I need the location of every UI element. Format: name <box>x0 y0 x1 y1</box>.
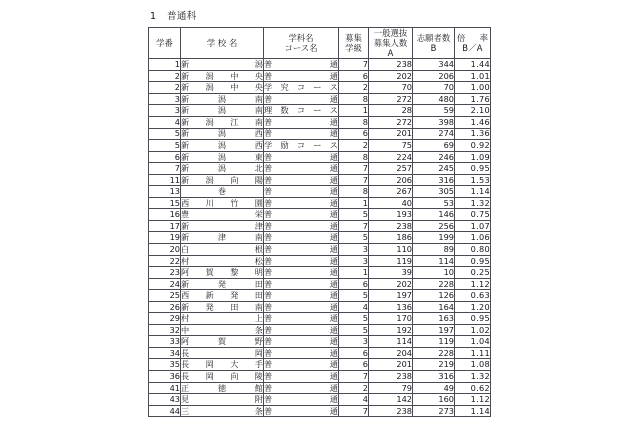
cell-applicants: 344 <box>413 59 455 71</box>
cell-ratio: 0.62 <box>455 382 491 394</box>
cell-school-name: 中 条 <box>181 324 263 335</box>
cell-school-number: 19 <box>149 232 181 244</box>
header-course-line2: コース名 <box>284 43 318 54</box>
cell-course-name: 普 通 <box>264 290 338 301</box>
cell-applicants: 316 <box>413 174 455 186</box>
cell-course-name: 理 数 コ ー ス <box>264 105 338 116</box>
cell-ratio: 1.00 <box>455 82 491 94</box>
cell-school-name: 新 潟 南 <box>181 93 263 104</box>
cell-school-name: 新 潟 西 <box>181 140 263 151</box>
cell-school-name: 新 潟 西 <box>181 128 263 139</box>
admissions-table-container <box>148 27 490 417</box>
cell-course-name: 普 通 <box>264 220 338 231</box>
cell-school-name: 新 発 田 <box>181 278 263 289</box>
cell-school-name: 新 潟 東 <box>181 151 263 162</box>
header-applicants-line1: 志願者数 <box>416 33 451 44</box>
cell-ratio: 1.20 <box>455 301 491 313</box>
cell-school-name: 新 津 <box>181 220 263 231</box>
cell-general-quota: 238 <box>369 220 413 232</box>
header-recruit-classes <box>339 28 369 59</box>
cell-applicants: 398 <box>413 116 455 128</box>
cell-course-name: 普 通 <box>264 209 338 220</box>
cell-school-number: 23 <box>149 267 181 279</box>
cell-applicants: 219 <box>413 359 455 371</box>
cell-course-name: 普 通 <box>264 301 338 312</box>
cell-applicants: 274 <box>413 128 455 140</box>
cell-applicants: 273 <box>413 405 455 417</box>
cell-recruit-classes: 8 <box>339 151 369 163</box>
cell-course-name: 学 究 コ ー ス <box>264 82 338 93</box>
cell-school-number: 26 <box>149 301 181 313</box>
table-body <box>149 59 491 417</box>
cell-school-number: 4 <box>149 116 181 128</box>
cell-applicants: 70 <box>413 82 455 94</box>
cell-applicants: 246 <box>413 151 455 163</box>
cell-recruit-classes: 4 <box>339 394 369 406</box>
cell-school-name: 新 潟 北 <box>181 163 263 174</box>
cell-recruit-classes: 3 <box>339 336 369 348</box>
cell-general-quota: 238 <box>369 405 413 417</box>
cell-applicants: 89 <box>413 243 455 255</box>
cell-general-quota: 201 <box>369 128 413 140</box>
cell-school-number: 3 <box>149 93 181 105</box>
cell-general-quota: 28 <box>369 105 413 117</box>
cell-school-name: 新 津 南 <box>181 232 263 243</box>
cell-recruit-classes: 2 <box>339 382 369 394</box>
cell-recruit-classes: 6 <box>339 278 369 290</box>
header-school-name-label: 学 校 名 <box>206 37 238 48</box>
cell-school-number: 20 <box>149 243 181 255</box>
table-row <box>149 209 491 221</box>
table-row <box>149 116 491 128</box>
cell-recruit-classes: 1 <box>339 197 369 209</box>
cell-ratio: 0.92 <box>455 140 491 152</box>
cell-applicants: 119 <box>413 336 455 348</box>
cell-school-name: 阿 賀 野 <box>181 336 263 347</box>
cell-course-name: 普 通 <box>264 370 338 381</box>
cell-school-name: 正 徳 館 <box>181 382 263 393</box>
cell-ratio: 2.10 <box>455 105 491 117</box>
cell-ratio: 1.12 <box>455 394 491 406</box>
cell-ratio: 1.02 <box>455 324 491 336</box>
cell-ratio: 0.25 <box>455 267 491 279</box>
cell-school-name: 村 上 <box>181 313 263 324</box>
cell-applicants: 53 <box>413 197 455 209</box>
cell-recruit-classes: 1 <box>339 105 369 117</box>
cell-applicants: 480 <box>413 93 455 105</box>
cell-general-quota: 197 <box>369 290 413 302</box>
cell-school-name: 新 発 田 南 <box>181 301 263 312</box>
cell-ratio: 1.06 <box>455 232 491 244</box>
table-row <box>149 105 491 117</box>
cell-applicants: 126 <box>413 290 455 302</box>
cell-general-quota: 238 <box>369 59 413 71</box>
header-ratio-right: 率 <box>479 32 488 43</box>
table-row <box>149 394 491 406</box>
cell-applicants: 256 <box>413 220 455 232</box>
cell-ratio: 1.32 <box>455 371 491 383</box>
table-row <box>149 382 491 394</box>
header-ratio-formula: B／A <box>462 42 483 53</box>
cell-applicants: 228 <box>413 278 455 290</box>
cell-school-number: 43 <box>149 394 181 406</box>
cell-recruit-classes: 8 <box>339 93 369 105</box>
cell-course-name: 普 通 <box>264 93 338 104</box>
cell-school-number: 2 <box>149 70 181 82</box>
cell-course-name: 普 通 <box>264 267 338 278</box>
cell-school-number: 5 <box>149 128 181 140</box>
cell-ratio: 1.36 <box>455 128 491 140</box>
cell-course-name: 普 通 <box>264 116 338 127</box>
header-ratio <box>455 28 491 59</box>
cell-general-quota: 202 <box>369 70 413 82</box>
cell-recruit-classes: 6 <box>339 70 369 82</box>
cell-ratio: 1.12 <box>455 278 491 290</box>
cell-school-name: 長 岡 大 手 <box>181 359 263 370</box>
cell-school-number: 13 <box>149 186 181 198</box>
cell-school-name: 見 附 <box>181 394 263 405</box>
table-row <box>149 324 491 336</box>
cell-school-number: 36 <box>149 371 181 383</box>
cell-recruit-classes: 7 <box>339 163 369 175</box>
table-row <box>149 197 491 209</box>
table-row <box>149 255 491 267</box>
cell-school-number: 16 <box>149 209 181 221</box>
cell-applicants: 59 <box>413 105 455 117</box>
header-classes-line1: 募集 <box>345 33 362 44</box>
cell-applicants: 206 <box>413 70 455 82</box>
cell-general-quota: 110 <box>369 243 413 255</box>
header-school-number <box>149 28 181 59</box>
cell-course-name: 普 通 <box>264 255 338 266</box>
cell-school-name: 新 潟 中 央 <box>181 70 263 81</box>
cell-course-name: 普 通 <box>264 174 338 185</box>
cell-general-quota: 192 <box>369 324 413 336</box>
cell-ratio: 1.08 <box>455 359 491 371</box>
table-row <box>149 336 491 348</box>
cell-recruit-classes: 7 <box>339 220 369 232</box>
cell-school-name: 新 潟 向 陽 <box>181 174 263 185</box>
cell-course-name: 普 通 <box>264 405 338 416</box>
cell-general-quota: 201 <box>369 359 413 371</box>
cell-applicants: 199 <box>413 232 455 244</box>
cell-course-name: 普 通 <box>264 243 338 254</box>
table-row <box>149 232 491 244</box>
cell-course-name: 普 通 <box>264 394 338 405</box>
cell-course-name: 普 通 <box>264 347 338 358</box>
cell-school-name: 豊 栄 <box>181 209 263 220</box>
header-quota-line1: 一般選抜 <box>373 28 408 38</box>
cell-course-name: 普 通 <box>264 359 338 370</box>
cell-recruit-classes: 3 <box>339 255 369 267</box>
cell-recruit-classes: 5 <box>339 232 369 244</box>
cell-ratio: 1.07 <box>455 220 491 232</box>
cell-school-name: 西 新 発 田 <box>181 290 263 301</box>
table-row <box>149 347 491 359</box>
header-applicants <box>413 28 455 59</box>
cell-course-name: 普 通 <box>264 186 338 197</box>
cell-school-number: 24 <box>149 278 181 290</box>
table-row <box>149 93 491 105</box>
cell-course-name: 普 通 <box>264 313 338 324</box>
table-header <box>149 28 491 59</box>
cell-course-name: 普 通 <box>264 163 338 174</box>
table-row <box>149 278 491 290</box>
cell-recruit-classes: 2 <box>339 140 369 152</box>
cell-applicants: 114 <box>413 255 455 267</box>
table-row <box>149 243 491 255</box>
header-applicants-line2: B <box>430 43 437 54</box>
table-row <box>149 405 491 417</box>
cell-ratio: 1.14 <box>455 186 491 198</box>
cell-course-name: 普 通 <box>264 128 338 139</box>
cell-school-number: 22 <box>149 255 181 267</box>
cell-school-name: 白 根 <box>181 243 263 254</box>
table-row <box>149 82 491 94</box>
cell-recruit-classes: 7 <box>339 405 369 417</box>
cell-school-name: 村 松 <box>181 255 263 266</box>
header-course-name <box>264 28 339 59</box>
cell-ratio: 0.95 <box>455 163 491 175</box>
cell-school-name: 巻 <box>181 186 264 198</box>
cell-school-number: 44 <box>149 405 181 417</box>
cell-applicants: 305 <box>413 186 455 198</box>
table-row <box>149 220 491 232</box>
cell-general-quota: 114 <box>369 336 413 348</box>
header-row <box>149 28 491 59</box>
table-row <box>149 151 491 163</box>
header-school-number-label: 学番 <box>156 37 173 48</box>
cell-general-quota: 224 <box>369 151 413 163</box>
cell-applicants: 163 <box>413 313 455 325</box>
cell-general-quota: 39 <box>369 267 413 279</box>
cell-recruit-classes: 6 <box>339 347 369 359</box>
cell-applicants: 197 <box>413 324 455 336</box>
cell-recruit-classes: 7 <box>339 371 369 383</box>
cell-ratio: 1.53 <box>455 174 491 186</box>
cell-general-quota: 202 <box>369 278 413 290</box>
cell-school-name: 新 潟 南 <box>181 105 263 116</box>
cell-course-name: 普 通 <box>264 151 338 162</box>
cell-school-name: 西 川 竹 園 <box>181 197 263 208</box>
cell-general-quota: 170 <box>369 313 413 325</box>
cell-recruit-classes: 5 <box>339 313 369 325</box>
cell-general-quota: 193 <box>369 209 413 221</box>
cell-course-name: 普 通 <box>264 278 338 289</box>
table-row <box>149 186 491 198</box>
header-quota-line2: 募集人数 <box>373 38 408 49</box>
cell-ratio: 0.95 <box>455 255 491 267</box>
cell-school-number: 5 <box>149 140 181 152</box>
header-ratio-left: 倍 <box>457 32 466 43</box>
cell-course-name: 普 通 <box>264 232 338 243</box>
cell-recruit-classes: 5 <box>339 209 369 221</box>
cell-general-quota: 267 <box>369 186 413 198</box>
cell-school-number: 29 <box>149 313 181 325</box>
cell-school-number: 33 <box>149 336 181 348</box>
table-row <box>149 359 491 371</box>
cell-ratio: 0.63 <box>455 290 491 302</box>
cell-school-name: 新 潟 江 南 <box>181 116 263 127</box>
cell-general-quota: 142 <box>369 394 413 406</box>
cell-course-name: 普 通 <box>264 336 338 347</box>
cell-applicants: 146 <box>413 209 455 221</box>
cell-ratio: 1.44 <box>455 59 491 71</box>
cell-general-quota: 40 <box>369 197 413 209</box>
cell-ratio: 0.95 <box>455 313 491 325</box>
cell-recruit-classes: 6 <box>339 359 369 371</box>
cell-recruit-classes: 7 <box>339 174 369 186</box>
table-row <box>149 301 491 313</box>
cell-course-name: 普 通 <box>264 324 338 335</box>
cell-ratio: 0.80 <box>455 243 491 255</box>
cell-school-name: 阿 賀 黎 明 <box>181 267 263 278</box>
cell-general-quota: 272 <box>369 116 413 128</box>
cell-ratio: 1.76 <box>455 93 491 105</box>
cell-school-number: 3 <box>149 105 181 117</box>
header-classes-line2: 学級 <box>345 43 362 54</box>
cell-applicants: 228 <box>413 347 455 359</box>
section-label: 普通科 <box>167 11 197 22</box>
header-course-line1: 学科名 <box>288 33 314 44</box>
cell-ratio: 1.04 <box>455 336 491 348</box>
cell-general-quota: 186 <box>369 232 413 244</box>
cell-recruit-classes: 7 <box>339 59 369 71</box>
cell-ratio: 1.01 <box>455 70 491 82</box>
cell-general-quota: 70 <box>369 82 413 94</box>
cell-school-name: 長 岡 向 陵 <box>181 370 263 381</box>
cell-applicants: 245 <box>413 163 455 175</box>
cell-recruit-classes: 8 <box>339 116 369 128</box>
cell-recruit-classes: 4 <box>339 301 369 313</box>
cell-school-number: 25 <box>149 290 181 302</box>
cell-recruit-classes: 2 <box>339 82 369 94</box>
section-title <box>150 8 197 22</box>
cell-applicants: 69 <box>413 140 455 152</box>
cell-course-name: 普 通 <box>264 59 338 70</box>
cell-general-quota: 206 <box>369 174 413 186</box>
cell-ratio: 1.14 <box>455 405 491 417</box>
section-number: 1 <box>150 11 157 22</box>
cell-school-name: 新 潟 中 央 <box>181 82 263 93</box>
table-row <box>149 290 491 302</box>
cell-school-number: 11 <box>149 174 181 186</box>
cell-school-number: 7 <box>149 163 181 175</box>
table-row <box>149 128 491 140</box>
cell-recruit-classes: 8 <box>339 186 369 198</box>
cell-general-quota: 136 <box>369 301 413 313</box>
cell-applicants: 160 <box>413 394 455 406</box>
cell-general-quota: 272 <box>369 93 413 105</box>
cell-school-number: 32 <box>149 324 181 336</box>
cell-school-name: 長 岡 <box>181 347 263 358</box>
cell-recruit-classes: 1 <box>339 267 369 279</box>
header-general-quota <box>369 28 413 59</box>
cell-applicants: 316 <box>413 371 455 383</box>
cell-recruit-classes: 3 <box>339 243 369 255</box>
cell-general-quota: 75 <box>369 140 413 152</box>
cell-ratio: 1.11 <box>455 347 491 359</box>
cell-ratio: 1.09 <box>455 151 491 163</box>
cell-school-number: 15 <box>149 197 181 209</box>
table-row <box>149 59 491 71</box>
cell-course-name: 普 通 <box>264 197 338 208</box>
cell-school-number: 6 <box>149 151 181 163</box>
cell-school-name: 三 条 <box>181 405 263 416</box>
cell-ratio: 1.32 <box>455 197 491 209</box>
cell-school-name: 新 潟 <box>181 59 263 70</box>
table-row <box>149 313 491 325</box>
cell-general-quota: 257 <box>369 163 413 175</box>
cell-general-quota: 238 <box>369 371 413 383</box>
cell-course-name: 普 通 <box>264 382 338 393</box>
table-row <box>149 267 491 279</box>
cell-applicants: 10 <box>413 267 455 279</box>
cell-school-number: 35 <box>149 359 181 371</box>
header-school-name <box>181 28 264 59</box>
cell-recruit-classes: 5 <box>339 324 369 336</box>
cell-recruit-classes: 6 <box>339 128 369 140</box>
cell-school-number: 2 <box>149 82 181 94</box>
cell-ratio: 1.46 <box>455 116 491 128</box>
cell-ratio: 0.75 <box>455 209 491 221</box>
cell-school-number: 17 <box>149 220 181 232</box>
table-row <box>149 70 491 82</box>
cell-general-quota: 79 <box>369 382 413 394</box>
cell-course-name: 普 通 <box>264 70 338 81</box>
table-row <box>149 371 491 383</box>
cell-general-quota: 119 <box>369 255 413 267</box>
cell-course-name: 学 励 コ ー ス <box>264 140 338 151</box>
table-row <box>149 174 491 186</box>
table-row <box>149 140 491 152</box>
cell-school-number: 1 <box>149 59 181 71</box>
cell-recruit-classes: 5 <box>339 290 369 302</box>
table-row <box>149 163 491 175</box>
cell-general-quota: 204 <box>369 347 413 359</box>
admissions-table <box>148 27 491 417</box>
cell-school-number: 41 <box>149 382 181 394</box>
cell-applicants: 49 <box>413 382 455 394</box>
cell-applicants: 164 <box>413 301 455 313</box>
cell-school-number: 34 <box>149 347 181 359</box>
header-quota-line3: A <box>387 48 394 59</box>
